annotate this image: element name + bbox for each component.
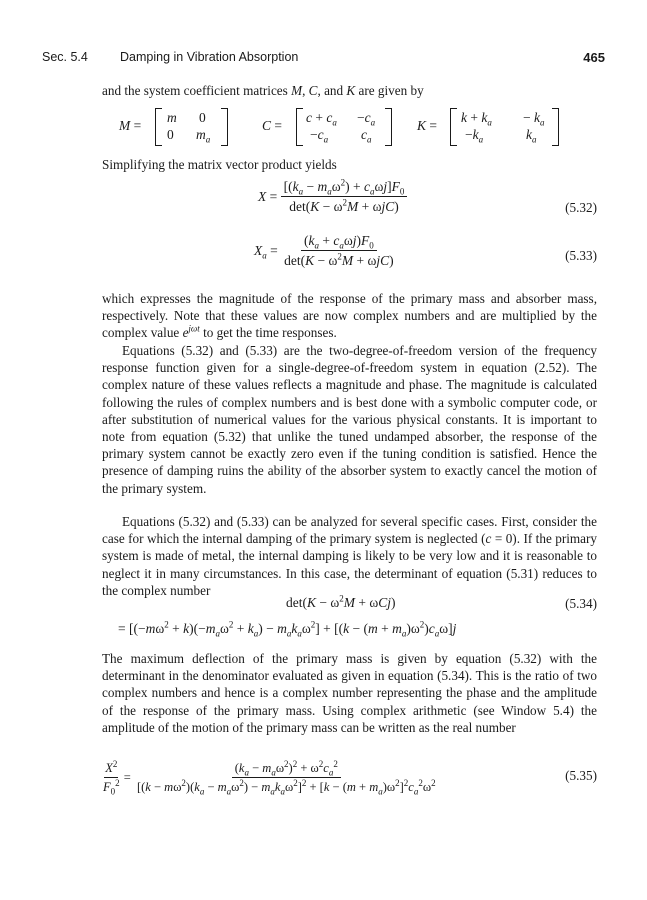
paragraph-intro: and the system coefficient matrices M, C, and K are given by — [102, 83, 424, 98]
equation-5-35: $\frac{X^2}{F_0^2}$ = $\frac{(k_a - m_a\omega^2)^2 + \omega^2c_a^2}{[(k - m\omega^2)(k_a - m_a\omega^2) - m_ak_a\omega^2]^2 + [k - (m + m_a)\omega^2]^2c_a^2\omega^2}$ — [103, 758, 436, 796]
equation-number-5-34: (5.34) — [565, 596, 597, 611]
equation-5-34-line2: = $[(-m\omega^2 + k)(-m_a\omega^2 + k_a) - m_ak_a\omega^2] + [(k - (m + m_a)\omega^2)c_a\omega]j$ — [118, 619, 457, 639]
equation-5-32: X = $\frac{[(k_a - m_a\omega^2) + c_a\omega j]F_0}{\det(K - \omega^2M + \omega jC)}$ — [258, 180, 407, 213]
equation-number-5-33: (5.33) — [565, 248, 597, 263]
equation-5-33: $X_a$ = $\frac{(k_a + c_a\omega j)F_0}{\det(K - \omega^2M + \omega jC)}$ — [254, 233, 394, 268]
paragraph-equations-discussion: Equations (5.32) and (5.33) are the two-degree-of-freedom version of the frequency response function given for a single-degree-of-freedom system in equation (2.52). The complex nature of these values reflects a magnitude and phase. The magnitude is calculated following the rules of complex numbers and is best done with a symbolic computer code, or after substitution of numerical values for the various physical constants. It is important to note from equation (5.32) that unlike the tuned undamped absorber, the response of the primary system cannot be exactly zero even if the tuning condition is satisfied. Hence the presence of damping ruins the ability of the absorber system to exactly cancel the motion of the primary system. — [102, 343, 597, 496]
paragraph-magnitude: which expresses the magnitude of the response of the primary mass and absorber mass, respectively. Note that these values are now complex numbers and are multiplied by the complex value $e^{j\omega t}$ to get the time responses. — [102, 291, 597, 341]
equation-number-5-35: (5.35) — [565, 768, 597, 783]
equation-5-34-line1: $\det(K - \omega^2M + \omega Cj)$ — [286, 593, 396, 610]
page-number: 465 — [583, 50, 605, 65]
matrix-k: K = $k + k_a$ − $k_a$ $-k_a$ $k_a$ — [417, 108, 567, 144]
matrix-c: C = $c + c_a$ $-c_a$ $-c_a$ $c_a$ — [262, 108, 402, 144]
running-title: Damping in Vibration Absorption — [120, 50, 299, 64]
paragraph-specific-cases: Equations (5.32) and (5.33) can be analyzed for several specific cases. First, consider the case for which the internal damping of the primary system is neglected (c = 0). If the primary system is made of metal, the internal damping is likely to be very low and it is reasonable to neglect it in many circumstances. In this case, the determinant of equation (5.31) reduces to the complex number — [102, 514, 597, 598]
matrix-m: M = m 0 0 $m_a$ — [119, 108, 239, 144]
paragraph-max-deflection: The maximum deflection of the primary mass is given by equation (5.32) with the determinant in the denominator evaluated as given in equation (5.34). This is the ratio of two complex numbers and hence is a complex number representing the phase and the amplitude of the response of the primary mass. Using complex arithmetic (see Window 5.4) the amplitude of the motion of the primary mass can be written as the real number — [102, 651, 597, 735]
paragraph-simplifying: Simplifying the matrix vector product yields — [102, 157, 337, 172]
section-label: Sec. 5.4 — [42, 50, 88, 64]
equation-number-5-32: (5.32) — [565, 200, 597, 215]
